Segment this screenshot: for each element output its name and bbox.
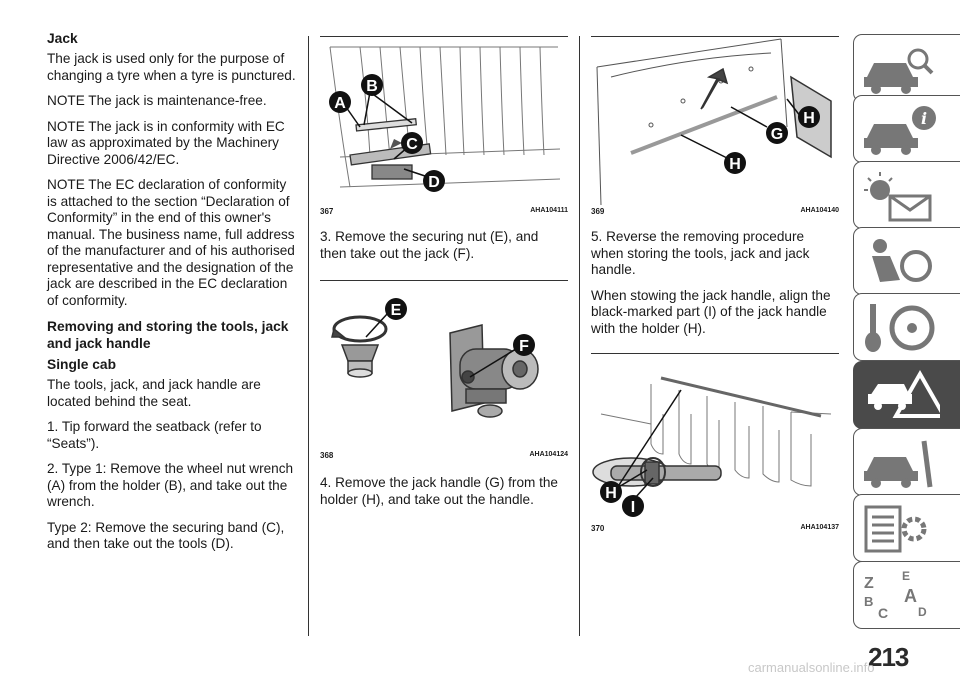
callout-e: E — [390, 302, 402, 319]
figure-code: AHA104140 — [800, 207, 839, 214]
svg-text:C: C — [878, 605, 889, 621]
illustration-handle-alignment — [591, 354, 839, 522]
svg-text:B: B — [864, 594, 874, 609]
illustration-tools-behind-seat — [320, 37, 568, 205]
svg-text:D: D — [918, 605, 927, 619]
figure-caption — [591, 522, 839, 536]
column-divider — [579, 36, 580, 636]
paragraph-stowing-handle: When stowing the jack handle, align the black-marked part (I) of the jack handle with the holder (H). — [591, 287, 831, 336]
step-3: 3. Remove the securing nut (E), and then take out the jack (F). — [320, 229, 539, 261]
chapter-tab-instrument-panel[interactable] — [853, 95, 960, 163]
svg-text:i: i — [920, 109, 928, 128]
chapter-tab-index[interactable] — [853, 561, 960, 629]
illustration-jack-handle-holder — [591, 37, 839, 205]
figure-caption — [591, 205, 839, 219]
callout-h: H — [605, 485, 617, 502]
text-column-1 — [47, 30, 299, 562]
key-steering-icon — [860, 298, 940, 358]
callout-c: C — [406, 136, 418, 153]
figure-368 — [320, 280, 568, 463]
chapter-tab-warning-lights[interactable] — [853, 161, 960, 229]
callout-g: G — [770, 126, 784, 143]
paragraph-tools-location: The tools, jack, and jack handle are located behind the seat. — [47, 377, 261, 409]
callout-d: D — [428, 174, 440, 191]
chapter-tab-safety[interactable] — [853, 227, 960, 295]
callout-a: A — [334, 95, 346, 112]
car-breakdown-icon — [860, 366, 940, 426]
callout-h: H — [729, 156, 741, 173]
step-2-type-2: Type 2: Remove the securing band (C), and then take out the tools (D). — [47, 519, 285, 551]
step-4: 4. Remove the jack handle (G) from the holder (H), and take out the handle. — [320, 475, 558, 507]
figure-370 — [591, 353, 839, 536]
callout-h: H — [803, 110, 815, 127]
chapter-tab-technical-specifications[interactable] — [853, 494, 960, 562]
chapter-tab-servicing-maintenance[interactable] — [853, 428, 960, 496]
callout-f: F — [519, 338, 529, 355]
figure-code: AHA104111 — [530, 207, 568, 214]
figure-caption — [320, 205, 568, 219]
subheading-single-cab: Single cab — [47, 357, 117, 372]
specs-gear-icon — [860, 499, 940, 559]
figure-code: AHA104124 — [529, 451, 568, 458]
section-heading-jack: Jack — [47, 31, 78, 46]
watermark: carmanualsonline.info — [748, 660, 875, 675]
column-divider — [308, 36, 309, 636]
figure-number: 368 — [320, 451, 334, 460]
car-search-icon — [860, 39, 940, 99]
step-1: 1. Tip forward the seatback (refer to “Seats”). — [47, 419, 262, 451]
figure-number: 367 — [320, 207, 334, 216]
paragraph-jack-purpose: The jack is used only for the purpose of changing a tyre when a tyre is punctured. — [47, 51, 296, 83]
figure-caption — [320, 449, 568, 463]
callout-i: I — [630, 499, 636, 516]
svg-text:E: E — [902, 569, 911, 583]
step-5: 5. Reverse the removing procedure when storing the tools, jack and jack handle. — [591, 229, 810, 277]
note-ec-conformity: NOTE The jack is in conformity with EC law as approximated by the Machinery Directive 2006/42/EC. — [47, 118, 285, 167]
text-column-3 — [591, 36, 839, 536]
text-column-2 — [320, 36, 568, 517]
chapter-tab-starting-driving[interactable] — [853, 293, 960, 361]
chapter-tab-in-an-emergency[interactable] — [853, 361, 960, 429]
figure-369 — [591, 36, 839, 219]
step-2-type-1: 2. Type 1: Remove the wheel nut wrench (A) from the holder (B), and take out the wrench. — [47, 461, 294, 509]
figure-code: AHA104137 — [800, 524, 839, 531]
warning-lights-icon — [860, 166, 940, 226]
figure-number: 369 — [591, 207, 605, 216]
chapter-tab-getting-to-know[interactable] — [853, 34, 960, 102]
figure-number: 370 — [591, 524, 605, 533]
callout-b: B — [366, 78, 378, 95]
car-info-icon — [860, 100, 940, 160]
page-number: 213 — [868, 642, 909, 672]
svg-text:Z: Z — [864, 575, 874, 592]
car-service-icon — [860, 433, 940, 493]
svg-text:A: A — [904, 586, 917, 606]
note-ec-declaration: NOTE The EC declaration of conformity is attached to the section “Declaration of Conformity” in the end of this owner's manual. The business name, full address of the manufacturer and of his authorised representative and the designation of the jack are described in the EC declaration of conformity. — [47, 177, 295, 308]
section-heading-removing-storing: Removing and storing the tools, jack and jack handle — [47, 319, 289, 351]
airbag-steering-icon — [860, 232, 940, 292]
figure-367 — [320, 36, 568, 219]
note-maintenance-free: NOTE The jack is maintenance-free. — [47, 93, 267, 108]
illustration-jack — [320, 281, 568, 449]
alphabetical-index-icon — [860, 566, 940, 626]
